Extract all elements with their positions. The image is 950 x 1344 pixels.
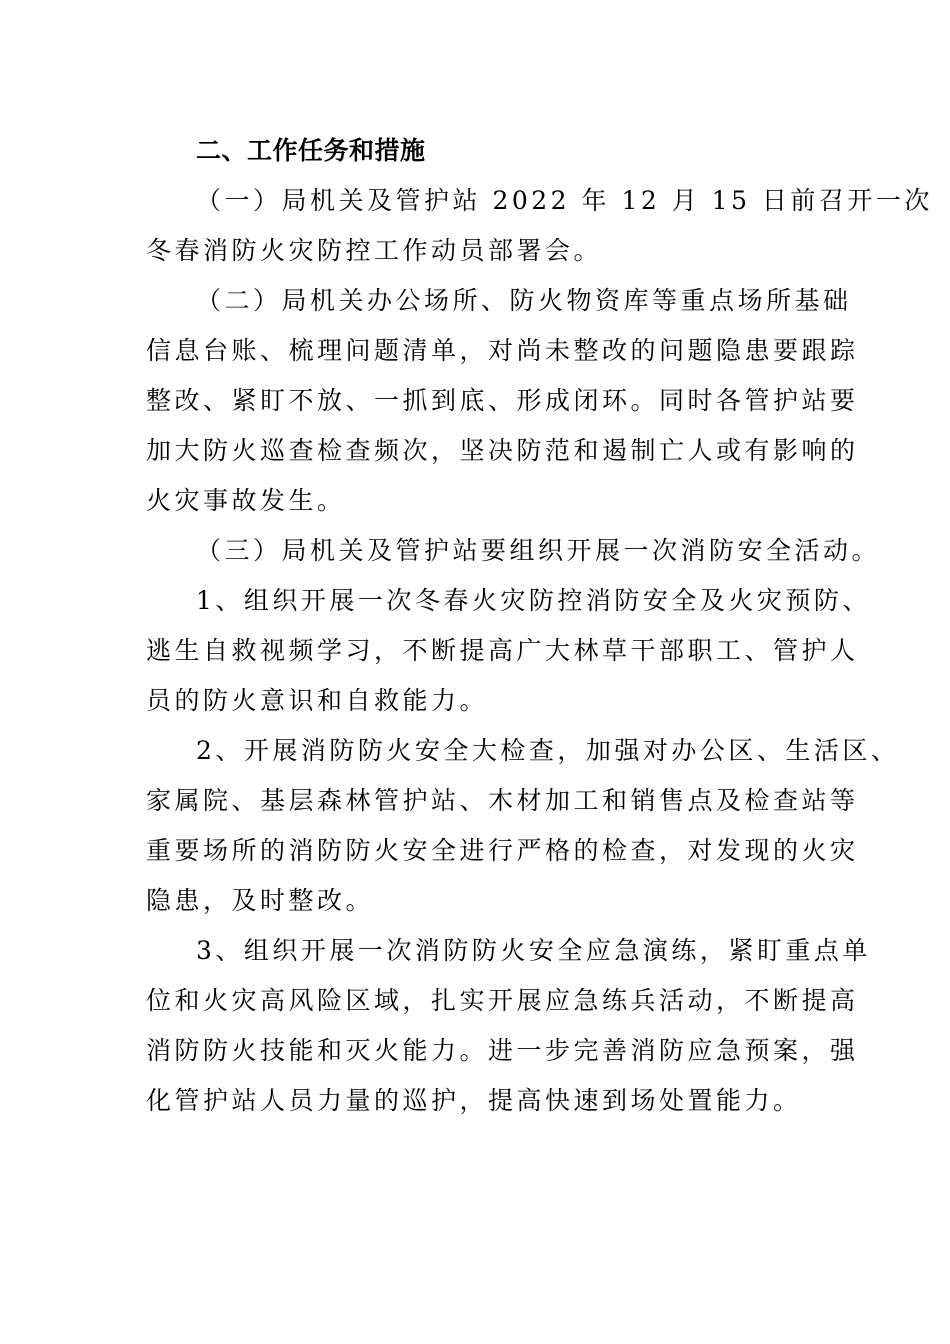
paragraph-line: 1、组织开展一次冬春火灾防控消防安全及火灾预防、 — [196, 586, 871, 615]
paragraph-line: （三）局机关及管护站要组织开展一次消防安全活动。 — [196, 536, 881, 565]
paragraph-line: 3、组织开展一次消防防火安全应急演练，紧盯重点单 — [196, 936, 871, 965]
paragraph-line: 位和火灾高风险区域，扎实开展应急练兵活动，不断提高 — [146, 986, 859, 1015]
paragraph-line: 信息台账、梳理问题清单，对尚未整改的问题隐患要跟踪 — [146, 336, 859, 365]
paragraph-line: （一）局机关及管护站 2022 年 12 月 15 日前召开一次 — [196, 186, 933, 215]
paragraph-line: 重要场所的消防防火安全进行严格的检查，对发现的火灾 — [146, 836, 859, 865]
paragraph-line: 加大防火巡查检查频次，坚决防范和遏制亡人或有影响的 — [146, 436, 859, 465]
paragraph-line: 整改、紧盯不放、一抓到底、形成闭环。同时各管护站要 — [146, 386, 859, 415]
paragraph-line: 消防防火技能和灭火能力。进一步完善消防应急预案，强 — [146, 1036, 859, 1065]
paragraph-line: 化管护站人员力量的巡护，提高快速到场处置能力。 — [146, 1086, 802, 1115]
paragraph-line: 冬春消防火灾防控工作动员部署会。 — [146, 236, 603, 265]
paragraph-line: 家属院、基层森林管护站、木材加工和销售点及检查站等 — [146, 786, 859, 815]
paragraph-line: （二）局机关办公场所、防火物资库等重点场所基础 — [196, 286, 852, 315]
paragraph-line: 隐患，及时整改。 — [146, 886, 375, 915]
paragraph-line: 2、开展消防防火安全大检查，加强对办公区、生活区、 — [196, 736, 900, 765]
paragraph-line: 员的防火意识和自救能力。 — [146, 686, 489, 715]
paragraph-line: 火灾事故发生。 — [146, 486, 346, 515]
section-heading: 二、工作任务和措施 — [196, 136, 426, 165]
paragraph-line: 逃生自救视频学习，不断提高广大林草干部职工、管护人 — [146, 636, 859, 665]
